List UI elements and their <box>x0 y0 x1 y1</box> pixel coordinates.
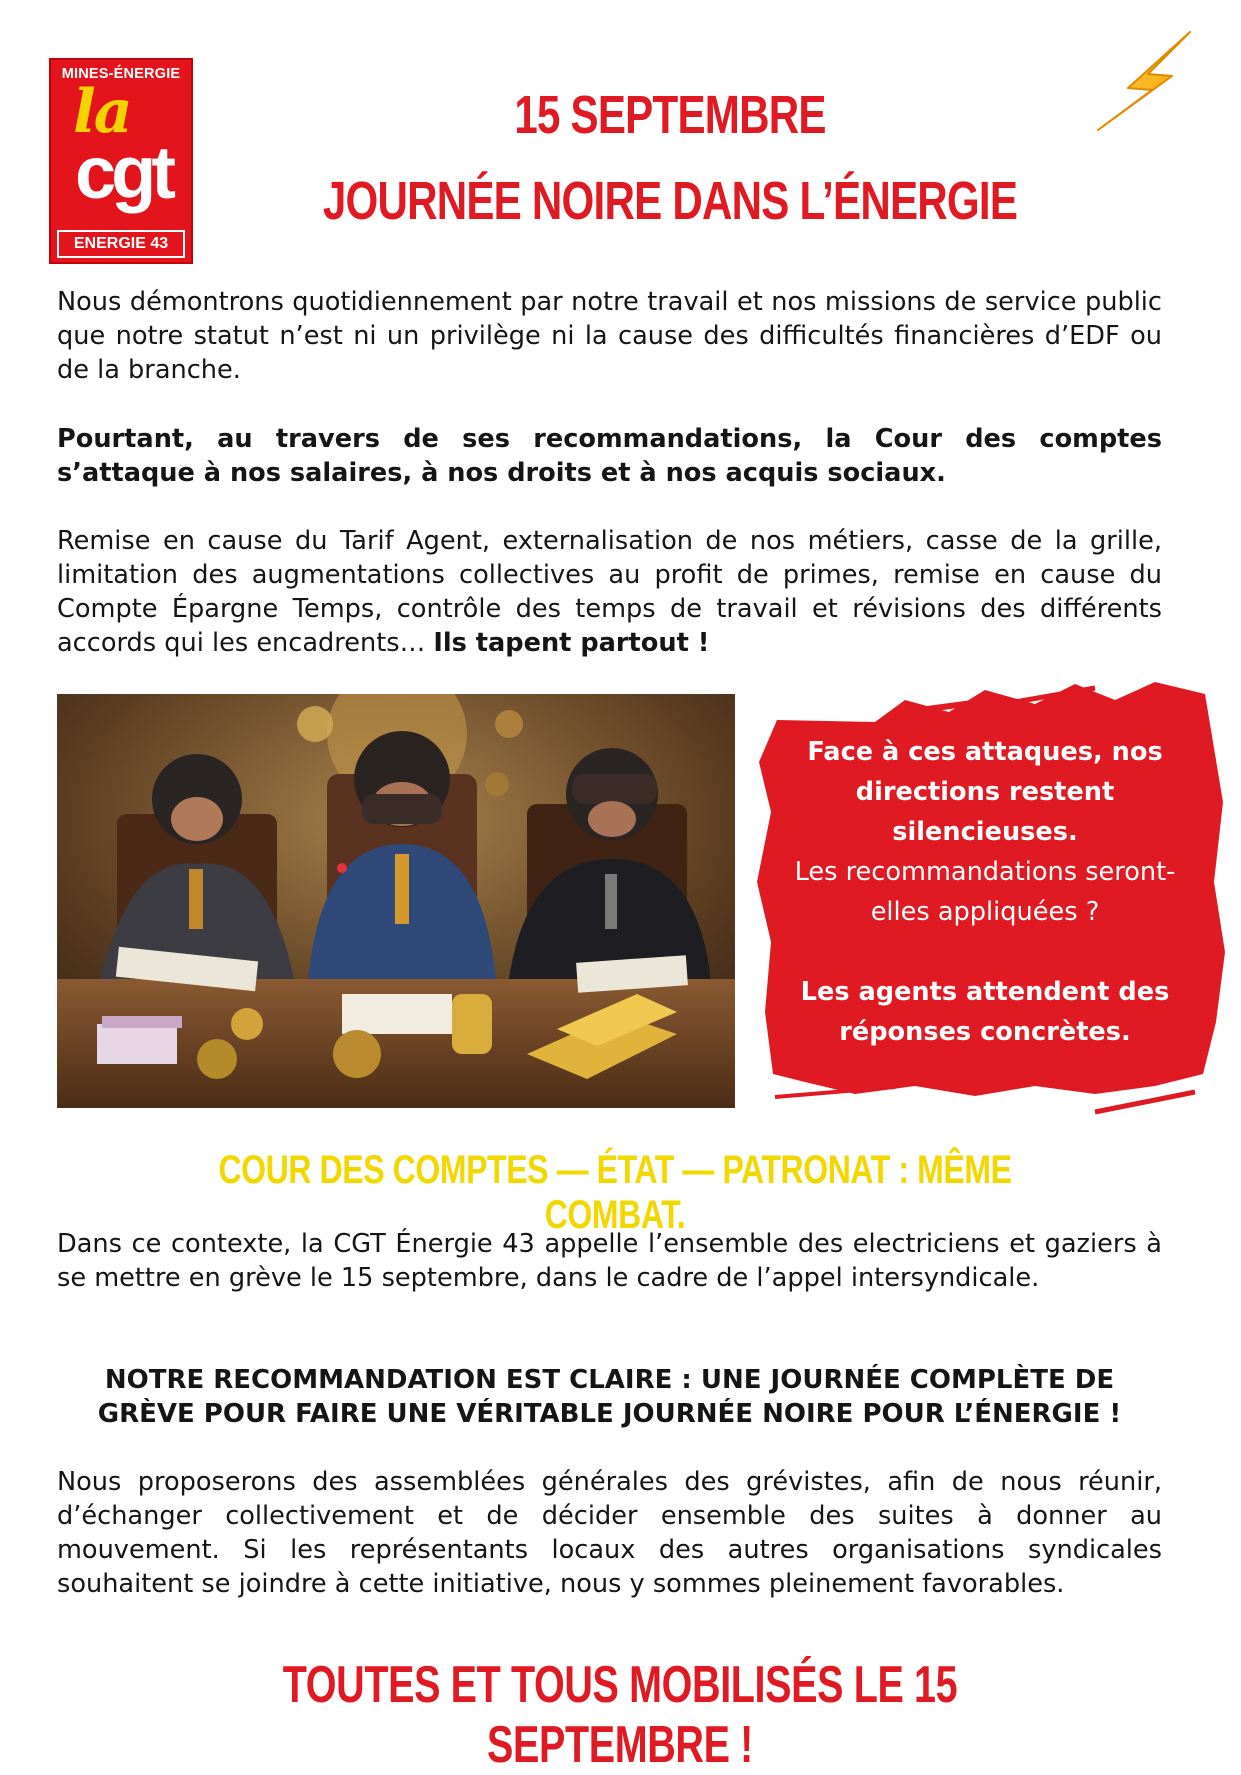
paragraph-appel-greve: Dans ce contexte, la CGT Énergie 43 appelle l’ensemble des electriciens et gaziers à se mettre en grève le 15 septembre, dans le cadre de l’appel intersyndicale. <box>57 1229 1162 1293</box>
callout-reponses: Les agents attendent des réponses concrètes. <box>800 977 1170 1047</box>
lightning-bolt-icon <box>1090 30 1200 140</box>
logo-la-text: la <box>73 77 131 147</box>
callout-question: Les recommandations seront-elles appliquées ? <box>794 857 1176 927</box>
logo-bottom-text: ENERGIE 43 <box>57 230 185 258</box>
title-main: JOURNÉE NOIRE DANS L’ÉNERGIE <box>322 171 1018 231</box>
paragraph-statut: Nous démontrons quotidiennement par notre travail et nos missions de service public que notre statut n’est ni un privilège ni la cause des difficultés financières d’EDF ou de la branche. <box>57 287 1162 385</box>
slogan-meme-combat: COUR DES COMPTES — ÉTAT — PATRONAT : MÊME COMBAT. <box>218 1148 1012 1237</box>
title-date: 15 SEPTEMBRE <box>514 85 826 145</box>
logo-cgt-text: cgt <box>75 131 171 214</box>
final-call: TOUTES ET TOUS MOBILISÉS LE 15 SEPTEMBRE ! <box>282 1656 958 1774</box>
recommendation-heading: NOTRE RECOMMANDATION EST CLAIRE : UNE JOURNÉE COMPLÈTE DE GRÈVE POUR FAIRE UNE VÉRITABLE JOURNÉE NOIRE POUR L’ÉNERGIE ! <box>97 1365 1122 1429</box>
logo-top-text: MINES-ÉNERGIE <box>61 66 181 82</box>
callout-silence: Face à ces attaques, nos directions restent silencieuses. <box>807 737 1163 847</box>
paragraph-attaques-bold: Ils tapent partout ! <box>433 628 710 658</box>
three-monkeys-illustration <box>57 694 735 1108</box>
paragraph-attaques <box>57 524 1162 660</box>
paragraph-attaques-text: Remise en cause du Tarif Agent, externalisation de nos métiers, casse de la grille, limitation des augmentations collectives au profit de primes, remise en cause du Compte Épargne Temps, contrôle des temps de travail et révisions des différents accords qui les encadrents… <box>57 526 1162 658</box>
cgt-logo <box>49 58 193 264</box>
paragraph-cour-des-comptes: Pourtant, au travers de ses recommandations, la Cour des comptes s’attaque à nos salaires, à nos droits et à nos acquis sociaux. <box>57 424 1162 488</box>
callout-text <box>770 732 1200 1052</box>
paragraph-assemblees: Nous proposerons des assemblées générales des grévistes, afin de nous réunir, d’échanger collectivement et de décider ensemble des suites à donner au mouvement. Si les représentants locaux des autres organisations syndicales souhaitent se joindre à cette initiative, nous y sommes pleinement favorables. <box>57 1467 1162 1599</box>
